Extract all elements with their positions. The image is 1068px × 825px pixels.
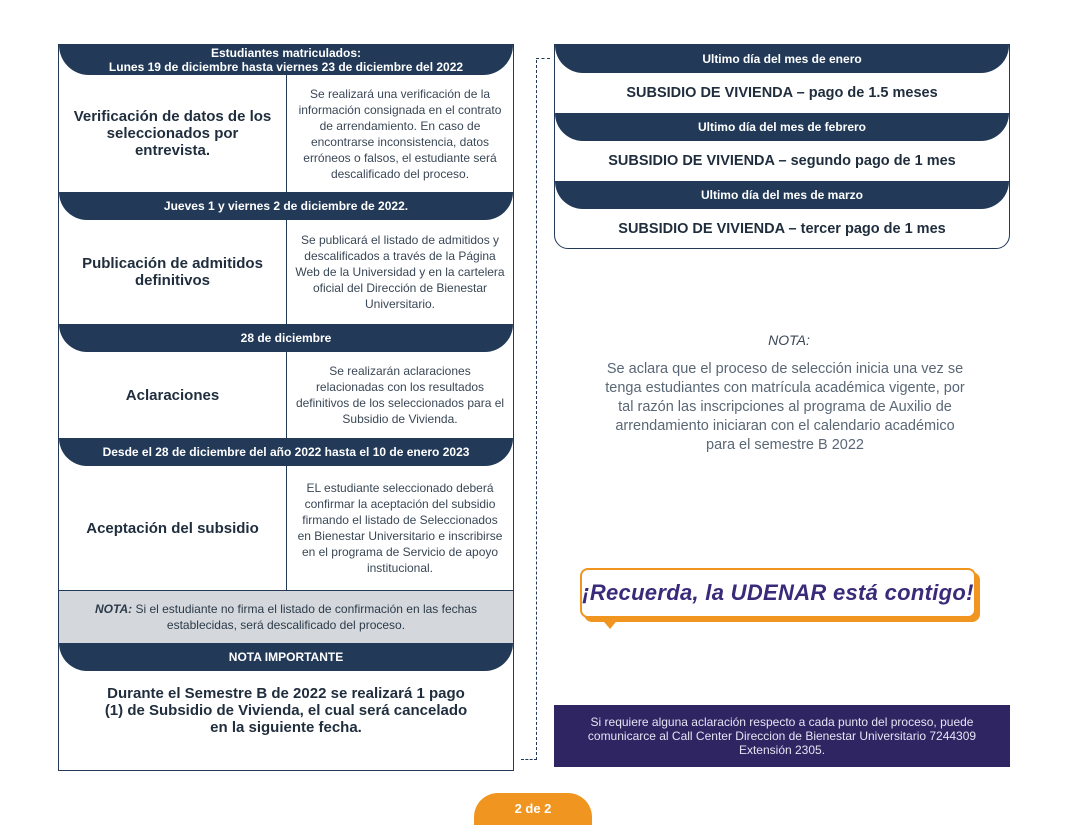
payment-january: SUBSIDIO DE VIVIENDA – pago de 1.5 meses [626, 85, 938, 101]
band-publication-dates [59, 192, 513, 220]
schedule-panel [58, 44, 514, 771]
row-publication-desc: Se publicará el listado de admitidos y descalificados a través de la Página Web de la Universidad y en la cartelera oficial del Dirección de Bienestar Universitario. [295, 233, 505, 311]
row-clarifications-label: Aclaraciones [59, 352, 287, 438]
connector-vertical [536, 60, 537, 760]
band-enrolled-dates: Lunes 19 de diciembre hasta viernes 23 de diciembre del 2022 [108, 60, 464, 74]
row-clarifications-desc: Se realizarán aclaraciones relacionadas con los resultados definitivos de los seleccionados para el Subsidio de Vivienda. [295, 364, 505, 426]
payment-schedule-box [554, 44, 1010, 249]
recuerda-text: ¡Recuerda, la UDENAR está contigo! [582, 580, 974, 605]
band-important-note [59, 643, 513, 671]
payment-february: SUBSIDIO DE VIVIENDA – segundo pago de 1 mes [608, 153, 956, 169]
nota-paragraph [89, 601, 483, 633]
row-verification-label: Verificación de datos de los seleccionados por entrevista. [59, 75, 287, 192]
nota-box [59, 590, 513, 643]
nota-text: Si el estudiante no firma el listado de confirmación en las fechas establecidas, será descalificado del proceso. [132, 602, 477, 632]
band-march: Ultimo día del mes de marzo [555, 181, 1009, 209]
nota-label: NOTA: [95, 602, 133, 616]
band-enrolled-title: Estudiantes matriculados: [210, 46, 362, 60]
row-verification [59, 75, 513, 192]
row-acceptance [59, 466, 513, 590]
row-verification-desc: Se realizará una verificación de la información consignada en el contrato de arrendamiento. En caso de encontrarse inconsistencia, datos erróneos o falsos, el estudiante será descalificado del proceso. [298, 86, 502, 181]
band-acceptance-dates [59, 438, 513, 466]
page-indicator: 2 de 2 [474, 793, 592, 825]
row-acceptance-desc: EL estudiante seleccionado deberá confirmar la aceptación del subsidio firmando el listado de Seleccionados en Bienestar Universitario e inscribirse en el programa de Servicio de apoyo institucional. [297, 481, 503, 575]
recuerda-callout [580, 568, 976, 618]
band-publication-text: Jueves 1 y viernes 2 de diciembre de 2022. [163, 199, 409, 213]
band-february: Ultimo día del mes de febrero [555, 113, 1009, 141]
contact-info-text: Si requiere alguna aclaración respecto a cada punto del proceso, puede comunicarce al Call Center Direccion de Bienestar Universitario 7244309 Extensión 2305. [587, 715, 977, 757]
contact-info-box [554, 705, 1010, 767]
payment-march: SUBSIDIO DE VIVIENDA – tercer pago de 1 mes [618, 221, 946, 237]
right-nota-title: NOTA: [768, 332, 810, 348]
connector-top [536, 58, 550, 59]
right-nota-text: Se aclara que el proceso de selección inicia una vez se tenga estudiantes con matrícula académica vigente, por tal razón las inscripciones al programa de Auxilio de arrendamiento iniciaran con el calendario académico para el semestre B 2022 [605, 361, 965, 453]
band-enrolled-students [59, 45, 513, 75]
row-publication [59, 220, 513, 324]
band-acceptance-text: Desde el 28 de diciembre del año 2022 hasta el 10 de enero 2023 [102, 445, 470, 459]
callout-tail [600, 617, 620, 629]
band-clarifications-text: 28 de diciembre [240, 331, 332, 345]
row-publication-label: Publicación de admitidos definitivos [59, 220, 287, 324]
row-clarifications [59, 352, 513, 438]
row-acceptance-label: Aceptación del subsidio [59, 466, 287, 590]
connector-bottom [521, 759, 537, 760]
band-january: Ultimo día del mes de enero [555, 45, 1009, 73]
band-important-note-text: NOTA IMPORTANTE [228, 650, 344, 664]
important-note-text: Durante el Semestre B de 2022 se realizará 1 pago (1) de Subsidio de Vivienda, el cual será cancelado en la siguiente fecha. [104, 685, 468, 736]
band-clarifications-date [59, 324, 513, 352]
